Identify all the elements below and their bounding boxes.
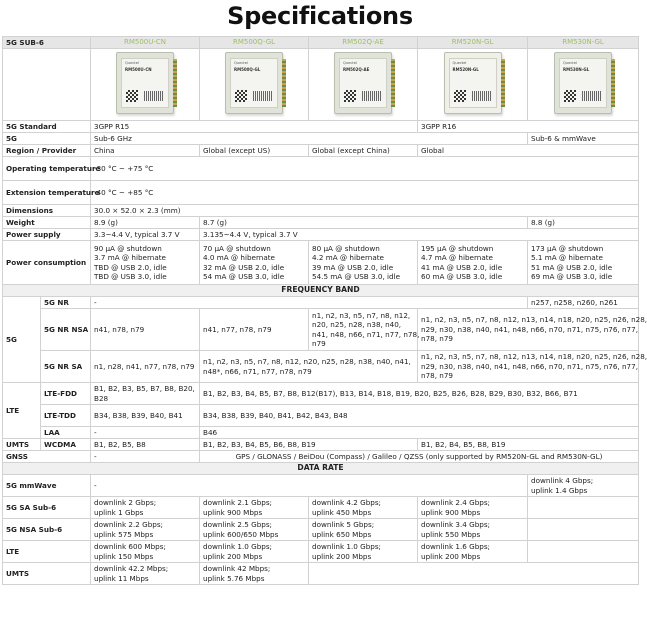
section-frequency-band: FREQUENCY BAND [3, 285, 639, 297]
spec-row-region: Region / Provider China Global (except US) Global (except China) Global [3, 145, 639, 157]
model-name: RM502Q-AE [309, 37, 418, 49]
freq-row-lte-tdd: LTE-TDD B34, B38, B39, B40, B41 B34, B38, B39, B40, B41, B42, B43, B48 [3, 405, 639, 427]
module-image: Quectel RM530N-GL [554, 52, 612, 114]
freq-row-wcdma: UMTS WCDMA B1, B2, B5, B8 B1, B2, B3, B4, B5, B6, B8, B19 B1, B2, B4, B5, B8, B19 [3, 439, 639, 451]
header-row [3, 37, 639, 49]
freq-row-5g-nsa: 5G NR NSA n41, n78, n79 n41, n77, n78, n79 n1, n2, n3, n5, n7, n8, n12, n20, n25, n28, n38, n40, n41, n48, n66, n71, n77, n78, n79 n1, n2, n3, n5, n7, n8, n12, n13, n14, n18, n20, n25, n26, n28, n29, n30, n38, n40, n41, n48, n66, n70, n71, n75, n76, n77, n78, n79 [3, 309, 639, 351]
freq-row-laa: LAA - B46 [3, 427, 639, 439]
spec-row-optemp: Operating temperature -30 °C ~ +75 °C [3, 157, 639, 181]
freq-row-5g-sa: 5G NR SA n1, n28, n41, n77, n78, n79 n1, n2, n3, n5, n7, n8, n12, n20, n25, n28, n38, n40, n41, n48*, n66, n71, n77, n78, n79 n1, n2, n3, n5, n7, n8, n12, n13, n14, n18, n20, n25, n26, n28, n29, n30, n38, n40, n41, n48, n66, n70, n71, n75, n76, n77, n78, n79 [3, 351, 639, 383]
section-data-rate: DATA RATE [3, 463, 639, 475]
spec-row-5g: 5G Sub-6 GHz Sub-6 & mmWave [3, 133, 639, 145]
freq-row-lte-fdd: LTE LTE-FDD B1, B2, B3, B5, B7, B8, B20, B28 B1, B2, B3, B4, B5, B7, B8, B12(B17), B13, B14, B18, B19, B20, B25, B26, B28, B29, B30, B32, B66, B71 [3, 383, 639, 405]
model-name: RM520N-GL [418, 37, 528, 49]
spec-row-exttemp: Extension temperature -40 °C ~ +85 °C [3, 181, 639, 205]
page-title: Specifications [227, 2, 413, 30]
image-row [3, 49, 639, 121]
module-image: Quectel RM520N-GL [444, 52, 502, 114]
spec-row-weight: Weight 8.9 (g) 8.7 (g) 8.8 (g) [3, 217, 639, 229]
freq-row-gnss: GNSS - GPS / GLONASS / BeiDou (Compass) / Galileo / QZSS (only supported by RM520N-GL and RM530N-GL) [3, 451, 639, 463]
header-label: 5G SUB-6 [3, 37, 91, 49]
rate-row-lte: LTE downlink 600 Mbps; uplink 150 Mbps downlink 1.0 Gbps; uplink 200 Mbps downlink 1.0 Gbps; uplink 200 Mbps downlink 1.6 Gbps; uplink 200 Mbps [3, 541, 639, 563]
freq-row-5g-nr: 5G 5G NR - n257, n258, n260, n261 [3, 297, 639, 309]
rate-row-umts: UMTS downlink 42.2 Mbps; uplink 11 Mbps downlink 42 Mbps; uplink 5.76 Mbps [3, 563, 639, 585]
model-name: RM530N-GL [528, 37, 639, 49]
rate-row-nsa: 5G NSA Sub-6 downlink 2.2 Gbps; uplink 575 Mbps downlink 2.5 Gbps; uplink 600/650 Mbps downlink 5 Gbps; uplink 650 Mbps downlink 3.4 Gbps; uplink 550 Mbps [3, 519, 639, 541]
rate-row-sa: 5G SA Sub-6 downlink 2 Gbps; uplink 1 Gbps downlink 2.1 Gbps; uplink 900 Mbps downlink 4.2 Gbps; uplink 450 Mbps downlink 2.4 Gbps; uplink 900 Mbps [3, 497, 639, 519]
module-image: Quectel RM500Q-GL [225, 52, 283, 114]
spec-table [2, 36, 647, 585]
spec-row-standard: 5G Standard 3GPP R15 3GPP R16 [3, 121, 639, 133]
spec-row-consumption: Power consumption 90 μA @ shutdown 3.7 mA @ hibernate TBD @ USB 2.0, idle TBD @ USB 3.0, idle 70 μA @ shutdown 4.0 mA @ hibernate 32 mA @ USB 2.0, idle 54 mA @ USB 3.0, idle 80 μA @ shutdown 4.2 mA @ hibernate 39 mA @ USB 2.0, idle 54.5 mA @ USB 3.0, idle 195 μA @ shutdown 4.7 mA @ hibernate 41 mA @ USB 2.0, idle 60 mA @ USB 3.0, idle 173 μA @ shutdown 5.1 mA @ hibernate 51 mA @ USB 2.0, idle 69 mA @ USB 3.0, idle [3, 241, 639, 285]
model-name: RM500Q-GL [200, 37, 309, 49]
spec-row-dimensions: Dimensions 30.0 × 52.0 × 2.3 (mm) [3, 205, 639, 217]
spec-row-power: Power supply 3.3~4.4 V, typical 3.7 V 3.135~4.4 V, typical 3.7 V [3, 229, 639, 241]
module-image: Quectel RM502Q-AE [334, 52, 392, 114]
module-image: Quectel RM500U-CN [116, 52, 174, 114]
model-name: RM500U-CN [91, 37, 200, 49]
rate-row-mmwave: 5G mmWave - downlink 4 Gbps; uplink 1.4 Gbps [3, 475, 639, 497]
